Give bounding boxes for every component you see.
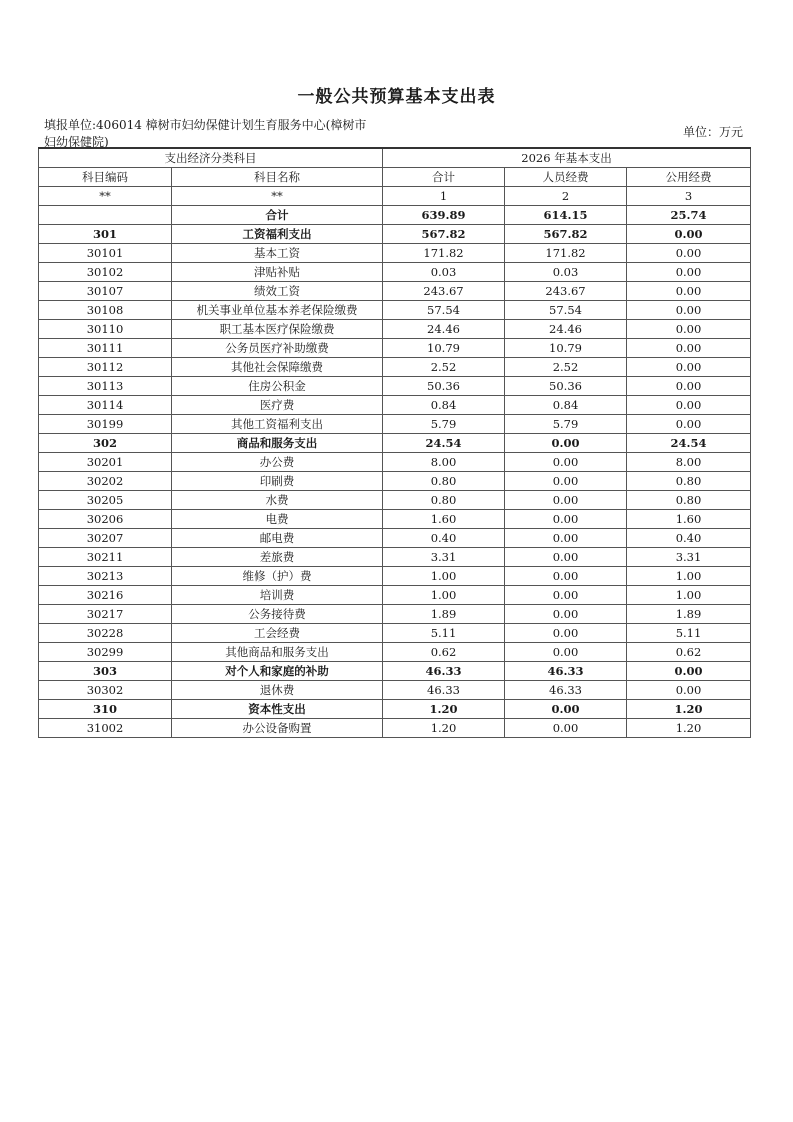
- table-row: [39, 510, 751, 529]
- table-row: [39, 719, 751, 738]
- cell-public: 0.80: [627, 472, 751, 491]
- cell-personnel: 10.79: [505, 339, 627, 358]
- table-row: [39, 339, 751, 358]
- cell-code: 30211: [39, 548, 172, 567]
- cell-public: 0.00: [627, 301, 751, 320]
- cell-public: 0.00: [627, 377, 751, 396]
- cell-public: 24.54: [627, 434, 751, 453]
- cell-total: 2.52: [383, 358, 505, 377]
- cell-total: 57.54: [383, 301, 505, 320]
- cell-name: 电费: [172, 510, 383, 529]
- cell-public: 1.89: [627, 605, 751, 624]
- header-idx-code: **: [39, 187, 172, 206]
- cell-name: 公务接待费: [172, 605, 383, 624]
- cell-name: 津贴补贴: [172, 263, 383, 282]
- cell-name: 资本性支出: [172, 700, 383, 719]
- cell-total: 0.80: [383, 491, 505, 510]
- cell-public: 1.60: [627, 510, 751, 529]
- cell-code: 30299: [39, 643, 172, 662]
- cell-public: 0.00: [627, 263, 751, 282]
- cell-name: 职工基本医疗保险缴费: [172, 320, 383, 339]
- cell-name: 办公费: [172, 453, 383, 472]
- table-row: [39, 491, 751, 510]
- cell-code: 30110: [39, 320, 172, 339]
- cell-personnel: 2.52: [505, 358, 627, 377]
- table-row: [39, 567, 751, 586]
- cell-total: 0.40: [383, 529, 505, 548]
- cell-code: 30102: [39, 263, 172, 282]
- cell-personnel: 0.03: [505, 263, 627, 282]
- table-row: [39, 529, 751, 548]
- cell-public: 0.00: [627, 339, 751, 358]
- cell-total: 46.33: [383, 681, 505, 700]
- cell-public: 5.11: [627, 624, 751, 643]
- cell-public: 1.00: [627, 567, 751, 586]
- table-row: [39, 282, 751, 301]
- cell-personnel: 0.00: [505, 643, 627, 662]
- cell-total: 1.60: [383, 510, 505, 529]
- header-idx-personnel: 2: [505, 187, 627, 206]
- header-idx-total: 1: [383, 187, 505, 206]
- cell-total: 50.36: [383, 377, 505, 396]
- cell-total: 10.79: [383, 339, 505, 358]
- cell-total: 1.00: [383, 567, 505, 586]
- cell-public: 8.00: [627, 453, 751, 472]
- table-row: [39, 434, 751, 453]
- cell-personnel: 57.54: [505, 301, 627, 320]
- cell-personnel: 0.00: [505, 605, 627, 624]
- cell-code: 30202: [39, 472, 172, 491]
- cell-name: 医疗费: [172, 396, 383, 415]
- table-row: [39, 548, 751, 567]
- cell-personnel: 0.00: [505, 567, 627, 586]
- cell-personnel: 5.79: [505, 415, 627, 434]
- cell-public: 1.20: [627, 719, 751, 738]
- cell-name: 维修（护）费: [172, 567, 383, 586]
- cell-code: 30114: [39, 396, 172, 415]
- table-row: [39, 415, 751, 434]
- cell-total: 171.82: [383, 244, 505, 263]
- cell-total: 8.00: [383, 453, 505, 472]
- cell-public: 0.00: [627, 681, 751, 700]
- cell-total: 5.11: [383, 624, 505, 643]
- cell-public: 0.00: [627, 358, 751, 377]
- cell-personnel: 243.67: [505, 282, 627, 301]
- header-col-name: 科目名称: [172, 168, 383, 187]
- cell-personnel: 50.36: [505, 377, 627, 396]
- cell-name: 机关事业单位基本养老保险缴费: [172, 301, 383, 320]
- cell-code: 303: [39, 662, 172, 681]
- cell-personnel: 171.82: [505, 244, 627, 263]
- cell-total: 24.46: [383, 320, 505, 339]
- cell-code: 30107: [39, 282, 172, 301]
- cell-public: 3.31: [627, 548, 751, 567]
- header-col-personnel: 人员经费: [505, 168, 627, 187]
- cell-code: 301: [39, 225, 172, 244]
- cell-code: 302: [39, 434, 172, 453]
- cell-public: 0.80: [627, 491, 751, 510]
- cell-personnel: 46.33: [505, 662, 627, 681]
- cell-name: 其他商品和服务支出: [172, 643, 383, 662]
- cell-name: 水费: [172, 491, 383, 510]
- table-row: [39, 225, 751, 244]
- cell-code: 30113: [39, 377, 172, 396]
- cell-personnel: 0.84: [505, 396, 627, 415]
- cell-code: 310: [39, 700, 172, 719]
- cell-code: 30111: [39, 339, 172, 358]
- cell-total: 639.89: [383, 206, 505, 225]
- cell-name: 差旅费: [172, 548, 383, 567]
- header-group-row: [39, 148, 751, 168]
- cell-total: 5.79: [383, 415, 505, 434]
- cell-total: 46.33: [383, 662, 505, 681]
- header-column-row: [39, 168, 751, 187]
- budget-table: [38, 147, 751, 738]
- table-row: [39, 643, 751, 662]
- cell-total: 0.03: [383, 263, 505, 282]
- table-row: [39, 472, 751, 491]
- table-row: [39, 586, 751, 605]
- cell-name: 工会经费: [172, 624, 383, 643]
- cell-personnel: 24.46: [505, 320, 627, 339]
- cell-name: 退休费: [172, 681, 383, 700]
- cell-total: 0.62: [383, 643, 505, 662]
- table-row: [39, 700, 751, 719]
- table-row: [39, 605, 751, 624]
- table-row: [39, 358, 751, 377]
- cell-personnel: 0.00: [505, 586, 627, 605]
- cell-name: 印刷费: [172, 472, 383, 491]
- cell-name: 办公设备购置: [172, 719, 383, 738]
- cell-public: 0.00: [627, 244, 751, 263]
- cell-code: 30206: [39, 510, 172, 529]
- table-row: [39, 377, 751, 396]
- page-title: 一般公共预算基本支出表: [297, 87, 496, 107]
- cell-name: 邮电费: [172, 529, 383, 548]
- cell-total: 1.00: [383, 586, 505, 605]
- cell-name: 其他社会保障缴费: [172, 358, 383, 377]
- fill-unit-label: 填报单位:406014 樟树市妇幼保健计划生育服务中心(樟树市妇幼保健院): [44, 118, 367, 149]
- cell-public: 0.00: [627, 662, 751, 681]
- cell-name: 合计: [172, 206, 383, 225]
- table-row: [39, 206, 751, 225]
- cell-name: 工资福利支出: [172, 225, 383, 244]
- cell-code: 30108: [39, 301, 172, 320]
- cell-public: 0.62: [627, 643, 751, 662]
- table-row: [39, 396, 751, 415]
- cell-public: 1.20: [627, 700, 751, 719]
- cell-personnel: 0.00: [505, 510, 627, 529]
- header-group-right: 2026 年基本支出: [383, 148, 751, 168]
- header-idx-name: **: [172, 187, 383, 206]
- cell-name: 住房公积金: [172, 377, 383, 396]
- cell-personnel: 0.00: [505, 434, 627, 453]
- cell-code: 30101: [39, 244, 172, 263]
- cell-name: 基本工资: [172, 244, 383, 263]
- cell-personnel: 614.15: [505, 206, 627, 225]
- header-col-code: 科目编码: [39, 168, 172, 187]
- cell-personnel: 0.00: [505, 453, 627, 472]
- cell-public: 0.00: [627, 320, 751, 339]
- cell-public: 25.74: [627, 206, 751, 225]
- table-row: [39, 301, 751, 320]
- cell-total: 567.82: [383, 225, 505, 244]
- cell-code: 31002: [39, 719, 172, 738]
- table-row: [39, 453, 751, 472]
- header-group-left: 支出经济分类科目: [39, 148, 383, 168]
- cell-total: 0.80: [383, 472, 505, 491]
- cell-personnel: 0.00: [505, 624, 627, 643]
- cell-personnel: 0.00: [505, 548, 627, 567]
- cell-total: 24.54: [383, 434, 505, 453]
- cell-name: 商品和服务支出: [172, 434, 383, 453]
- table-row: [39, 263, 751, 282]
- cell-code: 30216: [39, 586, 172, 605]
- cell-public: 0.00: [627, 415, 751, 434]
- table-row: [39, 320, 751, 339]
- cell-total: 0.84: [383, 396, 505, 415]
- cell-code: 30302: [39, 681, 172, 700]
- cell-public: 0.00: [627, 282, 751, 301]
- cell-code: 30201: [39, 453, 172, 472]
- cell-personnel: 0.00: [505, 529, 627, 548]
- cell-code: 30112: [39, 358, 172, 377]
- cell-personnel: 0.00: [505, 491, 627, 510]
- cell-name: 培训费: [172, 586, 383, 605]
- cell-code: 30207: [39, 529, 172, 548]
- cell-name: 公务员医疗补助缴费: [172, 339, 383, 358]
- table-row: [39, 662, 751, 681]
- cell-public: 0.00: [627, 396, 751, 415]
- cell-public: 1.00: [627, 586, 751, 605]
- cell-personnel: 0.00: [505, 472, 627, 491]
- cell-code: 30217: [39, 605, 172, 624]
- cell-code: 30205: [39, 491, 172, 510]
- cell-total: 3.31: [383, 548, 505, 567]
- cell-code: 30228: [39, 624, 172, 643]
- cell-personnel: 567.82: [505, 225, 627, 244]
- cell-total: 1.20: [383, 700, 505, 719]
- cell-total: 243.67: [383, 282, 505, 301]
- cell-total: 1.20: [383, 719, 505, 738]
- header-col-public: 公用经费: [627, 168, 751, 187]
- table-row: [39, 244, 751, 263]
- header-idx-public: 3: [627, 187, 751, 206]
- cell-personnel: 0.00: [505, 700, 627, 719]
- header-col-total: 合计: [383, 168, 505, 187]
- header-index-row: [39, 187, 751, 206]
- cell-total: 1.89: [383, 605, 505, 624]
- cell-code: 30199: [39, 415, 172, 434]
- cell-name: 绩效工资: [172, 282, 383, 301]
- cell-public: 0.40: [627, 529, 751, 548]
- cell-code: 30213: [39, 567, 172, 586]
- cell-name: 对个人和家庭的补助: [172, 662, 383, 681]
- cell-personnel: 46.33: [505, 681, 627, 700]
- cell-public: 0.00: [627, 225, 751, 244]
- currency-unit-label: 单位：万元: [682, 125, 743, 139]
- table-row: [39, 624, 751, 643]
- cell-name: 其他工资福利支出: [172, 415, 383, 434]
- cell-personnel: 0.00: [505, 719, 627, 738]
- cell-code: [39, 206, 172, 225]
- table-row: [39, 681, 751, 700]
